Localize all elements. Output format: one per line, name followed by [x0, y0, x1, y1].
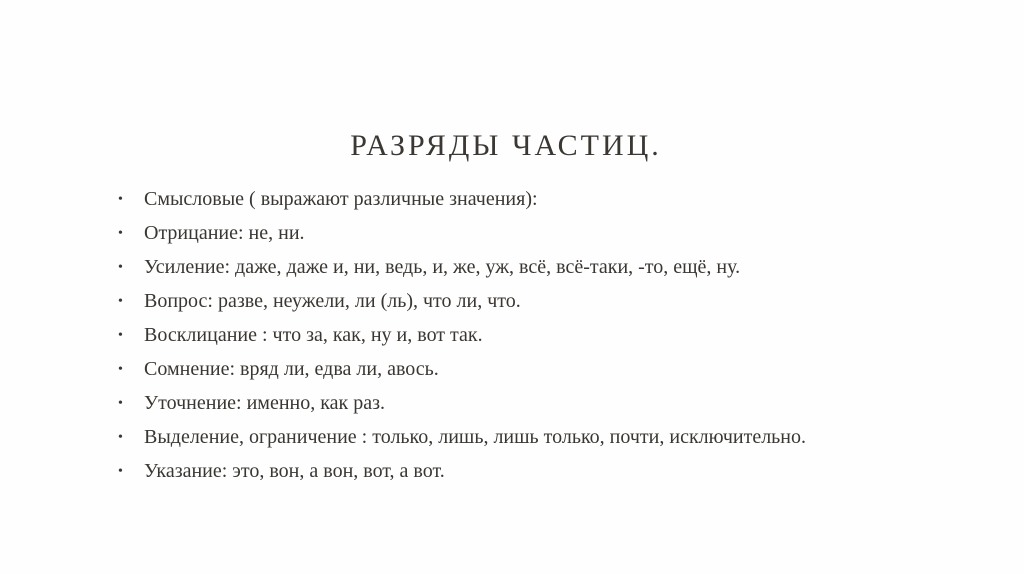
slide-title: РАЗРЯДЫ ЧАСТИЦ.: [350, 129, 662, 162]
list-item: [116, 460, 836, 483]
list-item-text: Усиление: даже, даже и, ни, ведь, и, же, уж, всё, всё-таки, -то, ещё, ну.: [144, 256, 741, 278]
list-item-text: Смысловые ( выражают различные значения):: [144, 188, 538, 210]
bullet-list: [116, 188, 836, 494]
list-item-text: Выделение, ограничение : только, лишь, лишь только, почти, исключительно.: [144, 426, 807, 448]
bullet-icon: •: [118, 464, 123, 479]
list-item-text: Восклицание : что за, как, ну и, вот так.: [144, 324, 483, 346]
list-item-text: Уточнение: именно, как раз.: [144, 392, 386, 414]
list-item: [116, 392, 836, 415]
list-item: [116, 256, 836, 279]
list-item: [116, 426, 836, 449]
bullet-icon: •: [118, 294, 123, 309]
bullet-icon: •: [118, 430, 123, 445]
list-item: [116, 290, 836, 313]
bullet-icon: •: [118, 260, 123, 275]
list-item-text: Сомнение: вряд ли, едва ли, авось.: [144, 358, 439, 380]
list-item-text: Вопрос: разве, неужели, ли (ль), что ли, что.: [144, 290, 521, 312]
bullet-icon: •: [118, 328, 123, 343]
bullet-icon: •: [118, 192, 123, 207]
bullet-icon: •: [118, 396, 123, 411]
list-item: [116, 324, 836, 347]
list-item: [116, 188, 836, 211]
list-item: [116, 358, 836, 381]
bullet-icon: •: [118, 226, 123, 241]
list-item-text: Отрицание: не, ни.: [144, 222, 305, 244]
list-item: [116, 222, 836, 245]
list-item-text: Указание: это, вон, а вон, вот, а вот.: [144, 460, 445, 482]
bullet-icon: •: [118, 362, 123, 377]
